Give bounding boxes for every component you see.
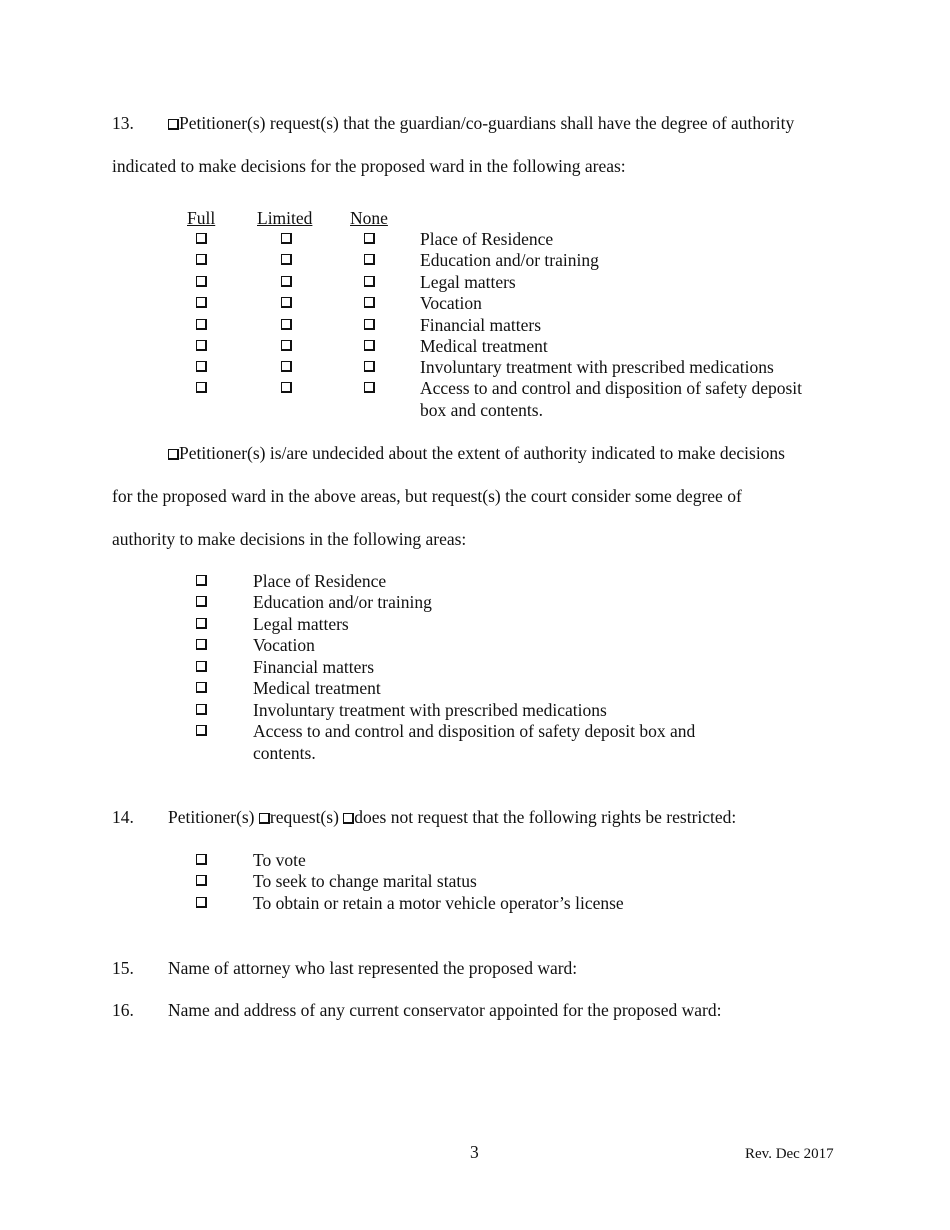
undecided-checkbox[interactable] <box>168 449 179 460</box>
full-checkbox[interactable] <box>196 233 207 244</box>
authority-row-label: Education and/or training <box>420 250 599 270</box>
revision-date: Rev. Dec 2017 <box>745 1146 834 1162</box>
area-checkbox[interactable] <box>196 704 207 715</box>
area-label: Access to and control and disposition of safety deposit box and <box>253 721 696 741</box>
full-checkbox[interactable] <box>196 254 207 265</box>
none-checkbox[interactable] <box>364 297 375 308</box>
undecided-line-1: Petitioner(s) is/are undecided about the extent of authority indicated to make decisions <box>168 442 785 464</box>
section-13-line-2: indicated to make decisions for the proposed ward in the following areas: <box>112 156 626 176</box>
section-13-line-1: Petitioner(s) request(s) that the guardian/co-guardians shall have the degree of authority <box>168 112 794 134</box>
authority-row-label: Place of Residence <box>420 229 554 249</box>
limited-checkbox[interactable] <box>281 361 292 372</box>
section-16-number: 16. <box>112 1000 134 1020</box>
right-checkbox[interactable] <box>196 854 207 865</box>
none-checkbox[interactable] <box>364 319 375 330</box>
authority-row-label: Legal matters <box>420 272 516 292</box>
area-checkbox[interactable] <box>196 575 207 586</box>
limited-checkbox[interactable] <box>281 382 292 393</box>
limited-checkbox[interactable] <box>281 276 292 287</box>
limited-checkbox[interactable] <box>281 340 292 351</box>
area-label: Medical treatment <box>253 678 381 698</box>
section-13-number: 13. <box>112 113 134 133</box>
area-checkbox[interactable] <box>196 661 207 672</box>
area-label: Place of Residence <box>253 571 387 591</box>
section-16-text: Name and address of any current conservator appointed for the proposed ward: <box>168 1000 722 1020</box>
right-checkbox[interactable] <box>196 897 207 908</box>
full-checkbox[interactable] <box>196 276 207 287</box>
section-15-number: 15. <box>112 958 134 978</box>
authority-row-label: Involuntary treatment with prescribed medications <box>420 357 774 377</box>
area-checkbox[interactable] <box>196 682 207 693</box>
request-checkbox[interactable] <box>259 813 270 824</box>
undecided-line-3: authority to make decisions in the following areas: <box>112 529 467 549</box>
section-14-line: Petitioner(s) request(s) does not request that the following rights be restricted: <box>168 807 737 827</box>
page-number: 3 <box>470 1142 479 1162</box>
authority-row-label: Access to and control and disposition of safety deposit <box>420 378 803 398</box>
area-checkbox[interactable] <box>196 639 207 650</box>
area-label: Education and/or training <box>253 592 432 612</box>
limited-checkbox[interactable] <box>281 319 292 330</box>
area-label: Legal matters <box>253 614 349 634</box>
area-label: Involuntary treatment with prescribed medications <box>253 700 607 720</box>
right-label: To seek to change marital status <box>253 871 477 891</box>
none-checkbox[interactable] <box>364 233 375 244</box>
full-checkbox[interactable] <box>196 297 207 308</box>
full-checkbox[interactable] <box>196 340 207 351</box>
limited-checkbox[interactable] <box>281 254 292 265</box>
none-checkbox[interactable] <box>364 276 375 287</box>
area-checkbox[interactable] <box>196 618 207 629</box>
full-checkbox[interactable] <box>196 361 207 372</box>
full-checkbox[interactable] <box>196 319 207 330</box>
area-label: Vocation <box>253 635 315 655</box>
limited-checkbox[interactable] <box>281 233 292 244</box>
area-checkbox[interactable] <box>196 596 207 607</box>
none-checkbox[interactable] <box>364 382 375 393</box>
column-header-none: None <box>350 208 388 228</box>
authority-row-label: Financial matters <box>420 315 542 335</box>
area-label-continued: contents. <box>253 743 316 763</box>
limited-checkbox[interactable] <box>281 297 292 308</box>
does-not-request-checkbox[interactable] <box>343 813 354 824</box>
section-13-checkbox[interactable] <box>168 119 179 130</box>
area-label: Financial matters <box>253 657 375 677</box>
column-header-limited: Limited <box>257 208 313 228</box>
area-checkbox[interactable] <box>196 725 207 736</box>
right-label: To vote <box>253 850 306 870</box>
right-label: To obtain or retain a motor vehicle operator’s license <box>253 893 624 913</box>
right-checkbox[interactable] <box>196 875 207 886</box>
section-15-text: Name of attorney who last represented the proposed ward: <box>168 958 578 978</box>
none-checkbox[interactable] <box>364 254 375 265</box>
section-14-number: 14. <box>112 807 134 827</box>
none-checkbox[interactable] <box>364 340 375 351</box>
authority-row-label: Vocation <box>420 293 482 313</box>
undecided-line-2: for the proposed ward in the above areas, but request(s) the court consider some degree of <box>112 486 742 506</box>
full-checkbox[interactable] <box>196 382 207 393</box>
none-checkbox[interactable] <box>364 361 375 372</box>
authority-row-label-continued: box and contents. <box>420 400 543 420</box>
authority-row-label: Medical treatment <box>420 336 548 356</box>
column-header-full: Full <box>187 208 216 228</box>
